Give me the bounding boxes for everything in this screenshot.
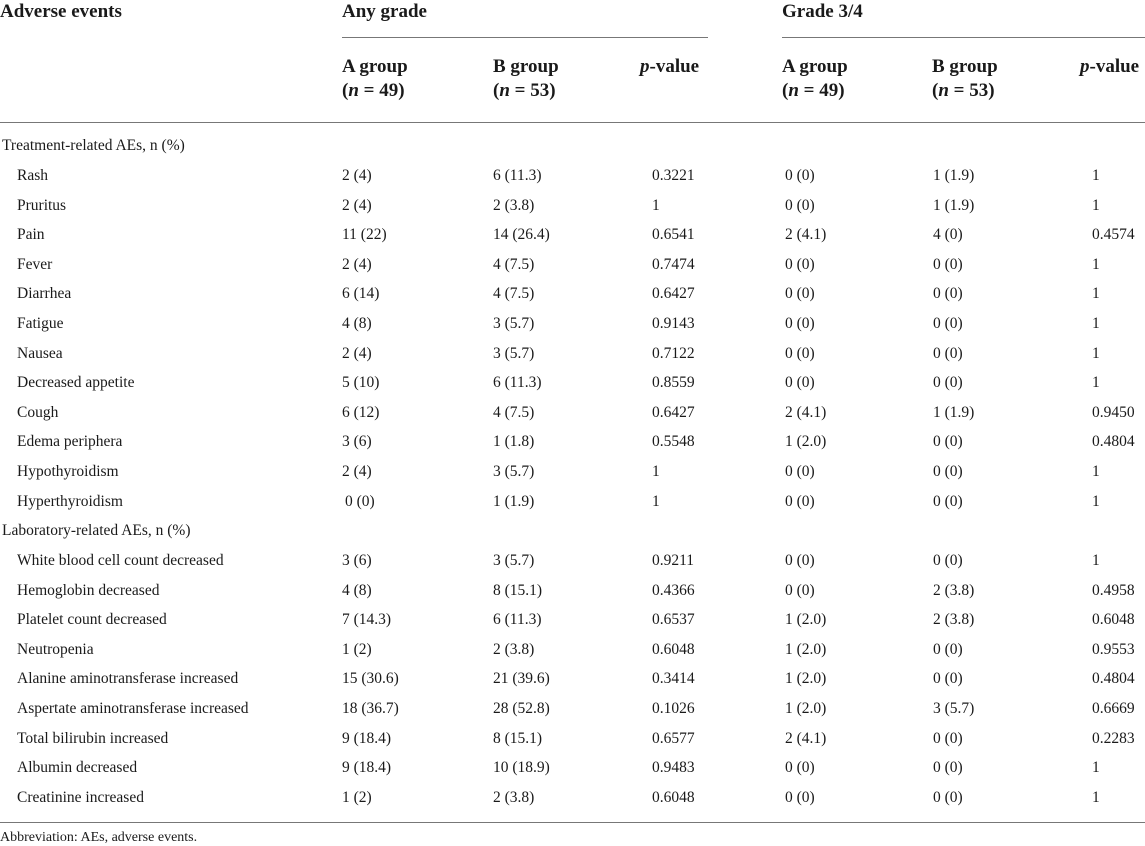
p-any-grade: 0.6048 — [652, 788, 695, 806]
a-group-n: (n = 49) — [342, 80, 405, 101]
p-any-grade: 0.7122 — [652, 344, 695, 362]
b-any-grade: 4 (7.5) — [493, 403, 535, 421]
header-b-group-any — [493, 55, 559, 103]
a-any-grade: 1 (2) — [342, 788, 372, 806]
row-event-name: Fatigue — [17, 315, 64, 332]
b-grade34: 0 (0) — [933, 670, 963, 688]
b-grade34: 2 (3.8) — [933, 611, 975, 629]
header-b-group-g34 — [932, 55, 998, 103]
table-row — [0, 373, 1145, 403]
a-grade34: 1 (2.0) — [785, 640, 827, 658]
b-grade34: 0 (0) — [933, 255, 963, 273]
a-any-grade: 7 (14.3) — [342, 611, 392, 629]
table-row — [0, 610, 1145, 640]
a-any-grade: 4 (8) — [342, 581, 372, 599]
b-group-label: B group — [493, 56, 559, 77]
row-event-name: Albumin decreased — [17, 759, 138, 777]
p-grade34: 1 — [1092, 167, 1100, 184]
b-grade34: 1 (1.9) — [933, 403, 975, 421]
b-grade34: 0 (0) — [933, 374, 963, 392]
a-any-grade: 3 (6) — [342, 552, 372, 569]
p-any-grade: 1 — [652, 463, 660, 480]
p-any-grade: 0.1026 — [652, 700, 695, 717]
b-any-grade: 4 (7.5) — [493, 285, 535, 303]
row-event-name: Alanine aminotransferase increased — [17, 670, 239, 688]
b-any-grade: 3 (5.7) — [493, 552, 535, 569]
a-any-grade: 2 (4) — [342, 167, 372, 184]
b-grade34: 0 (0) — [933, 492, 963, 510]
b-grade34: 0 (0) — [933, 640, 963, 658]
b-group-n: (n = 53) — [493, 80, 556, 101]
a-any-grade: 15 (30.6) — [342, 670, 399, 688]
b-grade34: 3 (5.7) — [933, 700, 975, 717]
p-grade34: 1 — [1092, 344, 1100, 362]
table-row — [0, 432, 1145, 462]
a-grade34: 0 (0) — [785, 552, 815, 569]
b-any-grade: 6 (11.3) — [493, 374, 542, 392]
a-grade34: 0 (0) — [785, 492, 815, 510]
a-any-grade: 4 (8) — [342, 315, 372, 332]
p-any-grade: 0.8559 — [652, 374, 695, 392]
p-any-grade: 0.6537 — [652, 611, 695, 629]
row-event-name: Aspertate aminotransferase increased — [17, 700, 249, 717]
a-grade34: 2 (4.1) — [785, 403, 827, 421]
a-grade34: 0 (0) — [785, 255, 815, 273]
table-row — [0, 640, 1145, 670]
p-grade34: 0.9553 — [1092, 640, 1135, 658]
p-grade34: 0.4804 — [1092, 670, 1135, 688]
table-row — [0, 255, 1145, 285]
p-grade34: 0.2283 — [1092, 729, 1135, 747]
a-grade34: 1 (2.0) — [785, 670, 827, 688]
table-row — [0, 314, 1145, 344]
a-grade34: 0 (0) — [785, 196, 815, 214]
table-row — [0, 669, 1145, 699]
row-event-name: White blood cell count decreased — [17, 552, 224, 569]
row-event-name: Total bilirubin increased — [17, 729, 169, 747]
p-grade34: 1 — [1092, 463, 1100, 480]
b-any-grade: 1 (1.9) — [493, 492, 535, 510]
b-any-grade: 10 (18.9) — [493, 759, 550, 777]
p-any-grade: 0.3221 — [652, 167, 695, 184]
b-grade34: 1 (1.9) — [933, 196, 975, 214]
header-bottom-rule — [0, 122, 1145, 123]
table-row — [0, 581, 1145, 611]
table-row — [0, 166, 1145, 196]
row-event-name: Pruritus — [17, 196, 67, 214]
table-row — [0, 462, 1145, 492]
header-any-grade: Any grade — [342, 1, 427, 22]
row-event-name: Rash — [17, 167, 48, 184]
section-title-laboratory: Laboratory-related AEs, n (%) — [2, 522, 191, 539]
header-adverse-events: Adverse events — [0, 1, 122, 22]
b-grade34: 0 (0) — [933, 433, 963, 451]
p-grade34: 0.4804 — [1092, 433, 1135, 451]
header-p-value-any: p-value — [640, 56, 700, 77]
p-grade34: 1 — [1092, 552, 1100, 569]
p-any-grade: 0.9483 — [652, 759, 695, 777]
b-any-grade: 3 (5.7) — [493, 463, 535, 480]
table-row — [0, 492, 1145, 522]
b-grade34: 0 (0) — [933, 552, 963, 569]
a-any-grade: 2 (4) — [342, 463, 372, 480]
a-group-label: A group — [342, 56, 408, 77]
a-grade34: 2 (4.1) — [785, 226, 827, 244]
row-event-name: Hyperthyroidism — [17, 492, 123, 510]
a-any-grade: 1 (2) — [342, 640, 372, 658]
a-any-grade: 2 (4) — [342, 196, 372, 214]
p-any-grade: 0.4366 — [652, 581, 695, 599]
row-event-name: Hemoglobin decreased — [17, 581, 160, 599]
table-row — [0, 403, 1145, 433]
b-grade34: 0 (0) — [933, 315, 963, 332]
b-any-grade: 28 (52.8) — [493, 700, 550, 717]
table-row — [0, 344, 1145, 374]
table-row — [0, 729, 1145, 759]
table-row — [0, 699, 1145, 729]
b-group-n: (n = 53) — [932, 80, 995, 101]
b-any-grade: 14 (26.4) — [493, 226, 550, 244]
p-grade34: 1 — [1092, 255, 1100, 273]
table-bottom-rule — [0, 822, 1145, 823]
b-any-grade: 8 (15.1) — [493, 729, 543, 747]
any-grade-underline — [342, 37, 708, 38]
b-any-grade: 2 (3.8) — [493, 196, 535, 214]
table-footnote: Abbreviation: AEs, adverse events. — [0, 830, 198, 845]
a-any-grade: 18 (36.7) — [342, 700, 399, 717]
section-title-treatment: Treatment-related AEs, n (%) — [2, 137, 185, 154]
row-event-name: Fever — [17, 255, 53, 273]
b-any-grade: 1 (1.8) — [493, 433, 535, 451]
b-grade34: 0 (0) — [933, 788, 963, 806]
b-grade34: 1 (1.9) — [933, 167, 975, 184]
p-any-grade: 1 — [652, 196, 660, 214]
b-grade34: 0 (0) — [933, 285, 963, 303]
p-any-grade: 0.6427 — [652, 285, 695, 303]
b-any-grade: 6 (11.3) — [493, 167, 542, 184]
b-any-grade: 3 (5.7) — [493, 315, 535, 332]
a-any-grade: 2 (4) — [342, 255, 372, 273]
b-any-grade: 8 (15.1) — [493, 581, 543, 599]
p-grade34: 0.6669 — [1092, 700, 1135, 717]
b-grade34: 4 (0) — [933, 226, 963, 244]
p-any-grade: 0.6577 — [652, 729, 695, 747]
p-any-grade: 0.3414 — [652, 670, 695, 688]
a-grade34: 0 (0) — [785, 581, 815, 599]
b-grade34: 0 (0) — [933, 759, 963, 777]
a-grade34: 2 (4.1) — [785, 729, 827, 747]
p-grade34: 1 — [1092, 285, 1100, 303]
a-group-n: (n = 49) — [782, 80, 845, 101]
b-any-grade: 2 (3.8) — [493, 640, 535, 658]
row-event-name: Decreased appetite — [17, 374, 135, 392]
header-p-value-g34: p-value — [1080, 56, 1140, 77]
a-any-grade: 9 (18.4) — [342, 729, 392, 747]
b-any-grade: 3 (5.7) — [493, 344, 535, 362]
b-any-grade: 2 (3.8) — [493, 788, 535, 806]
a-grade34: 0 (0) — [785, 344, 815, 362]
p-grade34: 1 — [1092, 492, 1100, 510]
p-grade34: 1 — [1092, 759, 1100, 777]
table-row — [0, 551, 1145, 581]
p-grade34: 0.4574 — [1092, 226, 1135, 244]
p-any-grade: 0.6541 — [652, 226, 695, 244]
a-grade34: 1 (2.0) — [785, 611, 827, 629]
p-grade34: 1 — [1092, 196, 1100, 214]
p-any-grade: 0.6427 — [652, 403, 695, 421]
a-any-grade: 0 (0) — [345, 492, 375, 510]
a-any-grade: 9 (18.4) — [342, 759, 392, 777]
a-any-grade: 6 (12) — [342, 403, 380, 421]
row-event-name: Nausea — [17, 344, 63, 362]
a-grade34: 1 (2.0) — [785, 433, 827, 451]
b-grade34: 0 (0) — [933, 729, 963, 747]
a-grade34: 0 (0) — [785, 759, 815, 777]
a-any-grade: 11 (22) — [342, 226, 387, 244]
p-grade34: 1 — [1092, 315, 1100, 332]
row-event-name: Hypothyroidism — [17, 463, 119, 480]
row-event-name: Pain — [17, 226, 45, 244]
p-grade34: 1 — [1092, 374, 1100, 392]
b-any-grade: 6 (11.3) — [493, 611, 542, 629]
p-grade34: 1 — [1092, 788, 1100, 806]
row-event-name: Creatinine increased — [17, 788, 144, 806]
p-any-grade: 1 — [652, 492, 660, 510]
p-any-grade: 0.6048 — [652, 640, 695, 658]
table-row — [0, 788, 1145, 818]
b-group-label: B group — [932, 56, 998, 77]
p-any-grade: 0.9143 — [652, 315, 695, 332]
row-event-name: Cough — [17, 403, 59, 421]
header-a-group-any — [342, 55, 408, 103]
header-a-group-g34 — [782, 55, 848, 103]
a-grade34: 0 (0) — [785, 315, 815, 332]
row-event-name: Neutropenia — [17, 640, 94, 658]
a-group-label: A group — [782, 56, 848, 77]
row-event-name: Platelet count decreased — [17, 611, 167, 629]
a-any-grade: 2 (4) — [342, 344, 372, 362]
header-grade-3-4: Grade 3/4 — [782, 1, 863, 22]
p-any-grade: 0.9211 — [652, 552, 695, 569]
b-grade34: 2 (3.8) — [933, 581, 975, 599]
b-grade34: 0 (0) — [933, 463, 963, 480]
a-grade34: 0 (0) — [785, 788, 815, 806]
a-any-grade: 5 (10) — [342, 374, 380, 392]
a-grade34: 0 (0) — [785, 167, 815, 184]
a-any-grade: 6 (14) — [342, 285, 380, 303]
a-grade34: 1 (2.0) — [785, 700, 827, 717]
p-any-grade: 0.7474 — [652, 255, 695, 273]
b-grade34: 0 (0) — [933, 344, 963, 362]
table-row — [0, 225, 1145, 255]
row-event-name: Edema periphera — [17, 433, 123, 451]
row-event-name: Diarrhea — [17, 285, 72, 303]
a-grade34: 0 (0) — [785, 285, 815, 303]
b-any-grade: 21 (39.6) — [493, 670, 550, 688]
table-row — [0, 284, 1145, 314]
p-grade34: 0.9450 — [1092, 403, 1135, 421]
table-row — [0, 196, 1145, 226]
p-any-grade: 0.5548 — [652, 433, 695, 451]
a-any-grade: 3 (6) — [342, 433, 372, 451]
p-grade34: 0.4958 — [1092, 581, 1135, 599]
table-row — [0, 758, 1145, 788]
grade34-underline — [782, 37, 1145, 38]
a-grade34: 0 (0) — [785, 374, 815, 392]
a-grade34: 0 (0) — [785, 463, 815, 480]
p-grade34: 0.6048 — [1092, 611, 1135, 629]
b-any-grade: 4 (7.5) — [493, 255, 535, 273]
